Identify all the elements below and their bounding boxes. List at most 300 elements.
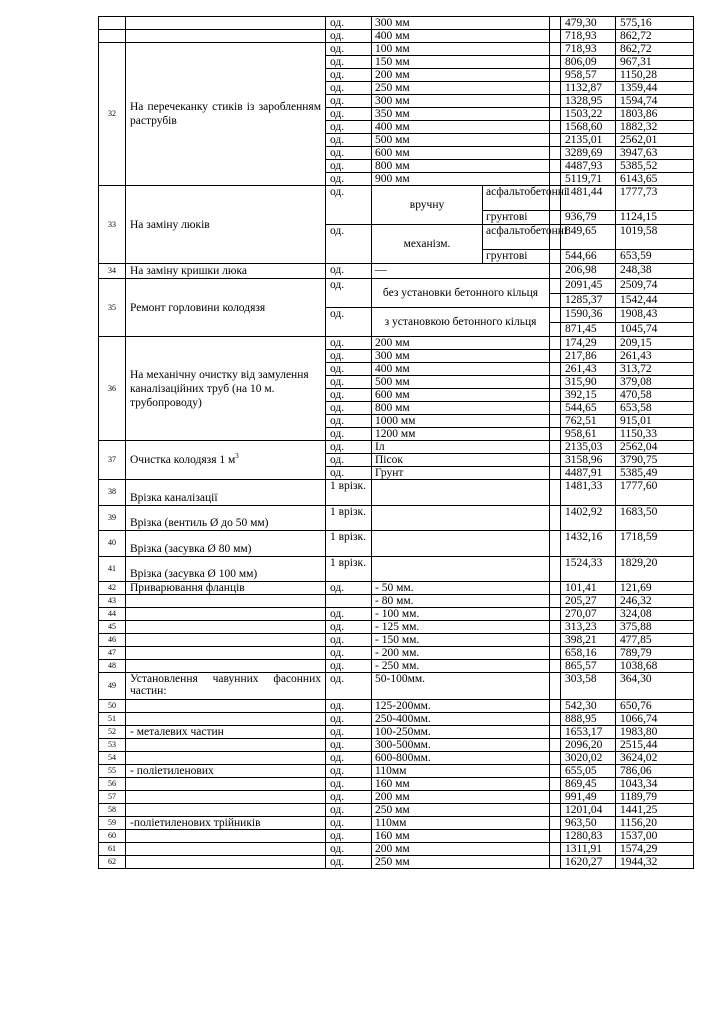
size-cell: 800 мм bbox=[372, 160, 550, 173]
unit-cell: 1 врізк. bbox=[326, 505, 372, 531]
size-cell bbox=[372, 556, 550, 582]
unit-cell: од. bbox=[326, 428, 372, 441]
spacer-cell bbox=[550, 441, 561, 454]
price-table-body bbox=[99, 17, 694, 869]
price-cell: 5119,71 bbox=[561, 173, 616, 186]
spacer-cell bbox=[550, 121, 561, 134]
spacer-cell bbox=[550, 505, 561, 531]
size-cell: - 200 мм. bbox=[372, 647, 550, 660]
item-number-cell: 57 bbox=[99, 791, 126, 804]
spacer-cell bbox=[550, 211, 561, 225]
unit-cell: од. bbox=[326, 95, 372, 108]
unit-cell: од. bbox=[326, 82, 372, 95]
size-cell bbox=[372, 531, 550, 557]
size-cell: 200 мм bbox=[372, 69, 550, 82]
table-row bbox=[99, 582, 694, 595]
price-cell: 392,15 bbox=[561, 389, 616, 402]
price-cell: 544,65 bbox=[561, 402, 616, 415]
unit-cell: од. bbox=[326, 389, 372, 402]
item-name-cell: На механічну очистку від замулення каналізаційних труб (на 10 м. трубопроводу) bbox=[126, 337, 326, 441]
item-number-cell: 37 bbox=[99, 441, 126, 480]
size-cell: 400 мм bbox=[372, 363, 550, 376]
item-number-cell: 43 bbox=[99, 595, 126, 608]
price-cell: 1620,27 bbox=[561, 856, 616, 869]
price-cell: 849,65 bbox=[561, 225, 616, 250]
spacer-cell bbox=[550, 765, 561, 778]
spacer-cell bbox=[550, 250, 561, 264]
spacer-cell bbox=[550, 621, 561, 634]
price-cell: 542,30 bbox=[561, 700, 616, 713]
price-table bbox=[98, 16, 694, 869]
unit-cell: од. bbox=[326, 454, 372, 467]
price-vat-cell: 209,15 bbox=[616, 337, 694, 350]
item-number-cell: 47 bbox=[99, 647, 126, 660]
spacer-cell bbox=[550, 673, 561, 700]
spacer-cell bbox=[550, 389, 561, 402]
item-name-cell: Врізка (вентиль Ø до 50 мм) bbox=[126, 505, 326, 531]
table-row bbox=[99, 264, 694, 279]
price-vat-cell: 5385,52 bbox=[616, 160, 694, 173]
item-name-cell: Установлення чавунних фасонних частин: bbox=[126, 673, 326, 700]
price-cell: 1524,33 bbox=[561, 556, 616, 582]
price-cell: 936,79 bbox=[561, 211, 616, 225]
spacer-cell bbox=[550, 556, 561, 582]
price-vat-cell: 2562,01 bbox=[616, 134, 694, 147]
item-number-cell: 38 bbox=[99, 480, 126, 506]
price-vat-cell: 650,76 bbox=[616, 700, 694, 713]
table-row bbox=[99, 531, 694, 557]
spacer-cell bbox=[550, 634, 561, 647]
price-cell: 3158,96 bbox=[561, 454, 616, 467]
price-cell: 958,61 bbox=[561, 428, 616, 441]
price-vat-cell: 3624,02 bbox=[616, 752, 694, 765]
table-row bbox=[99, 700, 694, 713]
size-cell: 100-250мм. bbox=[372, 726, 550, 739]
size-cell: 250 мм bbox=[372, 82, 550, 95]
item-number-cell: 41 bbox=[99, 556, 126, 582]
size-cell: 1200 мм bbox=[372, 428, 550, 441]
price-cell: 1280,83 bbox=[561, 830, 616, 843]
surface-cell: грунтові bbox=[483, 250, 550, 264]
size-cell: 300-500мм. bbox=[372, 739, 550, 752]
price-vat-cell: 1019,58 bbox=[616, 225, 694, 250]
size-cell: 500 мм bbox=[372, 376, 550, 389]
size-cell: 300 мм bbox=[372, 17, 550, 30]
spacer-cell bbox=[550, 376, 561, 389]
price-vat-cell: 1038,68 bbox=[616, 660, 694, 673]
price-vat-cell: 121,69 bbox=[616, 582, 694, 595]
spacer-cell bbox=[550, 363, 561, 376]
price-cell: 261,43 bbox=[561, 363, 616, 376]
size-cell: 800 мм bbox=[372, 402, 550, 415]
spacer-cell bbox=[550, 415, 561, 428]
unit-cell: 1 врізк. bbox=[326, 531, 372, 557]
method-cell: механізм. bbox=[372, 225, 483, 264]
price-cell: 1285,37 bbox=[561, 293, 616, 308]
item-name-cell bbox=[126, 752, 326, 765]
price-cell: 303,58 bbox=[561, 673, 616, 700]
price-vat-cell: 1150,28 bbox=[616, 69, 694, 82]
spacer-cell bbox=[550, 608, 561, 621]
spacer-cell bbox=[550, 82, 561, 95]
item-number-cell: 51 bbox=[99, 713, 126, 726]
unit-cell: од. bbox=[326, 817, 372, 830]
price-vat-cell: 1829,20 bbox=[616, 556, 694, 582]
size-cell: - 150 мм. bbox=[372, 634, 550, 647]
price-vat-cell: 862,72 bbox=[616, 43, 694, 56]
item-name-cell: На заміну люків bbox=[126, 186, 326, 264]
unit-cell: од. bbox=[326, 402, 372, 415]
price-vat-cell: 246,32 bbox=[616, 595, 694, 608]
price-vat-cell: 3947,63 bbox=[616, 147, 694, 160]
price-vat-cell: 379,08 bbox=[616, 376, 694, 389]
price-cell: 2091,45 bbox=[561, 279, 616, 294]
method-cell: вручну bbox=[372, 186, 483, 225]
repair-type-cell: з установкою бетонного кільця bbox=[372, 308, 550, 337]
spacer-cell bbox=[550, 264, 561, 279]
table-row bbox=[99, 43, 694, 56]
unit-cell: од. bbox=[326, 350, 372, 363]
price-cell: 4487,93 bbox=[561, 160, 616, 173]
unit-cell: од. bbox=[326, 765, 372, 778]
table-row bbox=[99, 556, 694, 582]
spacer-cell bbox=[550, 817, 561, 830]
unit-cell: од. bbox=[326, 108, 372, 121]
price-vat-cell: 1441,25 bbox=[616, 804, 694, 817]
item-number-cell: 56 bbox=[99, 778, 126, 791]
table-row bbox=[99, 856, 694, 869]
size-cell: - 50 мм. bbox=[372, 582, 550, 595]
price-vat-cell: 789,79 bbox=[616, 647, 694, 660]
price-vat-cell: 653,58 bbox=[616, 402, 694, 415]
price-vat-cell: 1803,86 bbox=[616, 108, 694, 121]
size-cell: 900 мм bbox=[372, 173, 550, 186]
price-cell: 1201,04 bbox=[561, 804, 616, 817]
unit-cell: од. bbox=[326, 69, 372, 82]
size-cell: 200 мм bbox=[372, 791, 550, 804]
price-cell: 313,23 bbox=[561, 621, 616, 634]
item-number-cell: 50 bbox=[99, 700, 126, 713]
spacer-cell bbox=[550, 173, 561, 186]
size-cell: 110мм bbox=[372, 765, 550, 778]
spacer-cell bbox=[550, 95, 561, 108]
price-vat-cell: 2509,74 bbox=[616, 279, 694, 294]
size-cell: 160 мм bbox=[372, 778, 550, 791]
spacer-cell bbox=[550, 647, 561, 660]
price-vat-cell: 1537,00 bbox=[616, 830, 694, 843]
price-cell: 205,27 bbox=[561, 595, 616, 608]
size-cell: — bbox=[372, 264, 550, 279]
size-cell: 250-400мм. bbox=[372, 713, 550, 726]
size-cell: 125-200мм. bbox=[372, 700, 550, 713]
price-vat-cell: 313,72 bbox=[616, 363, 694, 376]
price-vat-cell: 1908,43 bbox=[616, 308, 694, 323]
unit-cell: од. bbox=[326, 225, 372, 264]
price-cell: 869,45 bbox=[561, 778, 616, 791]
price-vat-cell: 5385,49 bbox=[616, 467, 694, 480]
unit-cell: од. bbox=[326, 173, 372, 186]
price-cell: 718,93 bbox=[561, 30, 616, 43]
item-number-cell: 32 bbox=[99, 43, 126, 186]
repair-type-cell: без установки бетонного кільця bbox=[372, 279, 550, 308]
unit-cell: од. bbox=[326, 634, 372, 647]
item-number-cell: 62 bbox=[99, 856, 126, 869]
price-cell: 217,86 bbox=[561, 350, 616, 363]
price-cell: 1590,36 bbox=[561, 308, 616, 323]
spacer-cell bbox=[550, 17, 561, 30]
unit-cell: од. bbox=[326, 713, 372, 726]
price-vat-cell: 477,85 bbox=[616, 634, 694, 647]
price-vat-cell: 786,06 bbox=[616, 765, 694, 778]
price-cell: 1481,33 bbox=[561, 480, 616, 506]
size-cell: 160 мм bbox=[372, 830, 550, 843]
table-row bbox=[99, 17, 694, 30]
unit-cell: од. bbox=[326, 739, 372, 752]
item-name-cell: Врізка (засувка Ø 100 мм) bbox=[126, 556, 326, 582]
item-number-cell: 53 bbox=[99, 739, 126, 752]
table-row bbox=[99, 505, 694, 531]
table-row bbox=[99, 647, 694, 660]
table-row bbox=[99, 441, 694, 454]
item-name-cell bbox=[126, 621, 326, 634]
spacer-cell bbox=[550, 856, 561, 869]
unit-cell: од. bbox=[326, 608, 372, 621]
unit-cell: од. bbox=[326, 752, 372, 765]
item-number-cell: 52 bbox=[99, 726, 126, 739]
spacer-cell bbox=[550, 531, 561, 557]
spacer-cell bbox=[550, 582, 561, 595]
unit-cell: од. bbox=[326, 804, 372, 817]
price-vat-cell: 248,38 bbox=[616, 264, 694, 279]
price-vat-cell: 1944,32 bbox=[616, 856, 694, 869]
spacer-cell bbox=[550, 56, 561, 69]
size-cell: 50-100мм. bbox=[372, 673, 550, 700]
size-cell: - 125 мм. bbox=[372, 621, 550, 634]
price-vat-cell: 1882,32 bbox=[616, 121, 694, 134]
item-name-text: Очистка колодязя 1 м bbox=[130, 454, 236, 466]
material-cell: Іл bbox=[372, 441, 550, 454]
price-cell: 1328,95 bbox=[561, 95, 616, 108]
unit-cell: 1 врізк. bbox=[326, 556, 372, 582]
item-name-cell: На перечеканку стиків із заробленням раструбів bbox=[126, 43, 326, 186]
item-number-cell bbox=[99, 30, 126, 43]
price-vat-cell: 1983,80 bbox=[616, 726, 694, 739]
table-row bbox=[99, 817, 694, 830]
unit-cell: од. bbox=[326, 856, 372, 869]
price-vat-cell: 1718,59 bbox=[616, 531, 694, 557]
unit-cell bbox=[326, 595, 372, 608]
size-cell: 400 мм bbox=[372, 121, 550, 134]
item-number-cell: 39 bbox=[99, 505, 126, 531]
spacer-cell bbox=[550, 428, 561, 441]
table-row bbox=[99, 186, 694, 211]
table-row bbox=[99, 279, 694, 294]
unit-cell: од. bbox=[326, 147, 372, 160]
price-vat-cell: 2562,04 bbox=[616, 441, 694, 454]
spacer-cell bbox=[550, 134, 561, 147]
unit-cell: од. bbox=[326, 56, 372, 69]
size-cell: 300 мм bbox=[372, 95, 550, 108]
item-name-cell bbox=[126, 739, 326, 752]
price-cell: 658,16 bbox=[561, 647, 616, 660]
spacer-cell bbox=[550, 480, 561, 506]
price-cell: 479,30 bbox=[561, 17, 616, 30]
spacer-cell bbox=[550, 322, 561, 337]
price-vat-cell: 364,30 bbox=[616, 673, 694, 700]
price-cell: 963,50 bbox=[561, 817, 616, 830]
unit-cell: од. bbox=[326, 830, 372, 843]
price-cell: 865,57 bbox=[561, 660, 616, 673]
item-number-cell bbox=[99, 17, 126, 30]
table-row bbox=[99, 791, 694, 804]
table-row bbox=[99, 595, 694, 608]
spacer-cell bbox=[550, 43, 561, 56]
unit-cell: од. bbox=[326, 778, 372, 791]
spacer-cell bbox=[550, 752, 561, 765]
price-vat-cell: 1359,44 bbox=[616, 82, 694, 95]
spacer-cell bbox=[550, 69, 561, 82]
unit-cell: 1 врізк. bbox=[326, 480, 372, 506]
price-vat-cell: 6143,65 bbox=[616, 173, 694, 186]
item-name-cell: - металевих частин bbox=[126, 726, 326, 739]
item-name-cell bbox=[126, 713, 326, 726]
spacer-cell bbox=[550, 595, 561, 608]
item-name-cell: - поліетиленових bbox=[126, 765, 326, 778]
spacer-cell bbox=[550, 30, 561, 43]
item-number-cell: 33 bbox=[99, 186, 126, 264]
price-vat-cell: 1542,44 bbox=[616, 293, 694, 308]
item-name-cell bbox=[126, 634, 326, 647]
price-cell: 655,05 bbox=[561, 765, 616, 778]
spacer-cell bbox=[550, 454, 561, 467]
item-name-cell bbox=[126, 647, 326, 660]
spacer-cell bbox=[550, 778, 561, 791]
price-cell: 1402,92 bbox=[561, 505, 616, 531]
item-name-cell: Врізка каналізації bbox=[126, 480, 326, 506]
table-row bbox=[99, 673, 694, 700]
item-name-cell bbox=[126, 608, 326, 621]
price-vat-cell: 1066,74 bbox=[616, 713, 694, 726]
unit-cell: од. bbox=[326, 673, 372, 700]
table-row bbox=[99, 830, 694, 843]
table-row bbox=[99, 621, 694, 634]
table-row bbox=[99, 30, 694, 43]
price-vat-cell: 575,16 bbox=[616, 17, 694, 30]
table-row bbox=[99, 337, 694, 350]
price-cell: 3020,02 bbox=[561, 752, 616, 765]
material-cell: Пісок bbox=[372, 454, 550, 467]
unit-cell: од. bbox=[326, 264, 372, 279]
price-vat-cell: 470,58 bbox=[616, 389, 694, 402]
unit-cell: од. bbox=[326, 134, 372, 147]
size-cell bbox=[372, 480, 550, 506]
item-number-cell: 34 bbox=[99, 264, 126, 279]
item-name-cell bbox=[126, 700, 326, 713]
price-vat-cell: 1594,74 bbox=[616, 95, 694, 108]
size-cell: 110мм bbox=[372, 817, 550, 830]
spacer-cell bbox=[550, 660, 561, 673]
item-name-cell: На заміну кришки люка bbox=[126, 264, 326, 279]
price-cell: 958,57 bbox=[561, 69, 616, 82]
size-cell: 600 мм bbox=[372, 147, 550, 160]
table-row bbox=[99, 739, 694, 752]
unit-cell: од. bbox=[326, 279, 372, 308]
spacer-cell bbox=[550, 108, 561, 121]
price-vat-cell: 375,88 bbox=[616, 621, 694, 634]
price-cell: 871,45 bbox=[561, 322, 616, 337]
size-cell: 300 мм bbox=[372, 350, 550, 363]
unit-cell: од. bbox=[326, 441, 372, 454]
item-number-cell: 42 bbox=[99, 582, 126, 595]
item-number-cell: 35 bbox=[99, 279, 126, 337]
unit-cell: од. bbox=[326, 30, 372, 43]
price-vat-cell: 1189,79 bbox=[616, 791, 694, 804]
item-name-cell bbox=[126, 30, 326, 43]
spacer-cell bbox=[550, 350, 561, 363]
spacer-cell bbox=[550, 726, 561, 739]
item-name-cell bbox=[126, 843, 326, 856]
unit-cell: од. bbox=[326, 582, 372, 595]
spacer-cell bbox=[550, 293, 561, 308]
spacer-cell bbox=[550, 147, 561, 160]
table-row bbox=[99, 660, 694, 673]
spacer-cell bbox=[550, 791, 561, 804]
spacer-cell bbox=[550, 279, 561, 294]
price-cell: 544,66 bbox=[561, 250, 616, 264]
unit-cell: од. bbox=[326, 647, 372, 660]
price-cell: 206,98 bbox=[561, 264, 616, 279]
surface-cell: асфальтобетонні bbox=[483, 225, 550, 250]
price-cell: 888,95 bbox=[561, 713, 616, 726]
table-row bbox=[99, 634, 694, 647]
price-vat-cell: 1777,73 bbox=[616, 186, 694, 211]
item-number-cell: 49 bbox=[99, 673, 126, 700]
table-row bbox=[99, 713, 694, 726]
size-cell: 100 мм bbox=[372, 43, 550, 56]
spacer-cell bbox=[550, 337, 561, 350]
unit-cell: од. bbox=[326, 621, 372, 634]
spacer-cell bbox=[550, 308, 561, 323]
item-number-cell: 54 bbox=[99, 752, 126, 765]
item-name-cell bbox=[126, 441, 326, 480]
spacer-cell bbox=[550, 160, 561, 173]
item-number-cell: 40 bbox=[99, 531, 126, 557]
price-cell: 806,09 bbox=[561, 56, 616, 69]
spacer-cell bbox=[550, 843, 561, 856]
item-name-cell bbox=[126, 830, 326, 843]
size-cell bbox=[372, 505, 550, 531]
spacer-cell bbox=[550, 804, 561, 817]
size-cell: 1000 мм bbox=[372, 415, 550, 428]
price-vat-cell: 1045,74 bbox=[616, 322, 694, 337]
item-name-cell: Ремонт горловини колодязя bbox=[126, 279, 326, 337]
price-cell: 270,07 bbox=[561, 608, 616, 621]
price-cell: 1311,91 bbox=[561, 843, 616, 856]
price-cell: 101,41 bbox=[561, 582, 616, 595]
price-cell: 718,93 bbox=[561, 43, 616, 56]
unit-superscript: 3 bbox=[235, 452, 239, 461]
unit-cell: од. bbox=[326, 415, 372, 428]
unit-cell: од. bbox=[326, 160, 372, 173]
price-cell: 3289,69 bbox=[561, 147, 616, 160]
item-number-cell: 44 bbox=[99, 608, 126, 621]
size-cell: 150 мм bbox=[372, 56, 550, 69]
price-cell: 1568,60 bbox=[561, 121, 616, 134]
item-number-cell: 36 bbox=[99, 337, 126, 441]
item-name-cell bbox=[126, 856, 326, 869]
item-number-cell: 61 bbox=[99, 843, 126, 856]
item-name-cell bbox=[126, 660, 326, 673]
